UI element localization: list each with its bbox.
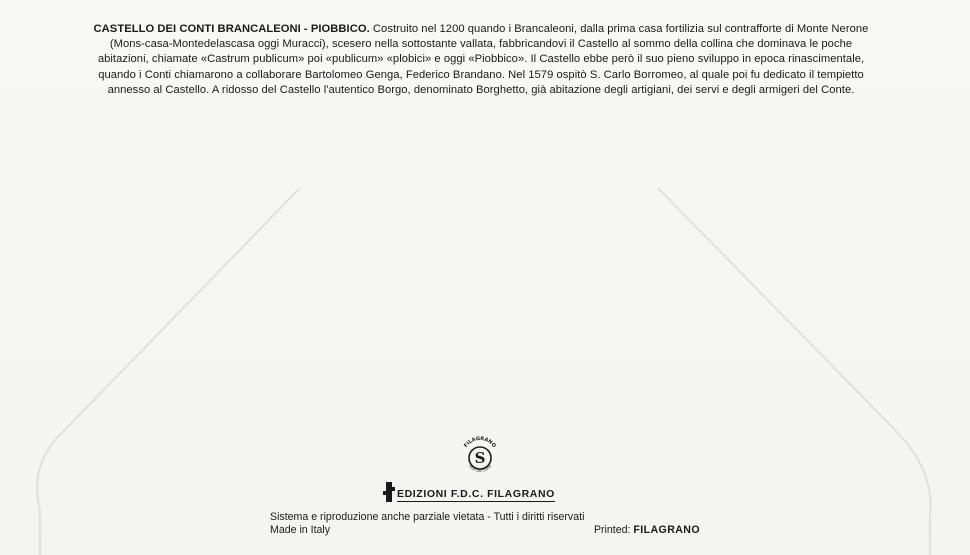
publisher-line [382,481,555,503]
publisher-name: EDIZIONI F.D.C. FILAGRANO [397,487,555,500]
rights-notice: Sistema e riproduzione anche parziale vietata - Tutti i diritti riservati [270,511,585,523]
filagrano-mark-icon [382,481,396,503]
made-in-label: Made in Italy [270,524,331,536]
seal-letter: S [474,449,486,467]
description-body: Costruito nel 1200 quando i Brancaleoni, dalla prima casa fortilizia sul contrafforte di Monte Nerone (Mons-casa-Montedelascasa oggi Muracci), scesero nella sottostante vallata, fabbricandovi il Castello al sommo della collina che dominava le poche abitazioni, chiamate «Castrum publicum» poi «publicum» «plobici» e oggi «Piobbico». Il Castello ebbe però il suo pieno sviluppo in epoca rinascimentale, quando i Conti chiamarono a collaborare Bartolomeo Genga, Federico Brandano. Nel 1579 ospitò S. Carlo Borromeo, al quale poi fu dedicato il tempietto annesso al Castello. A ridosso del Castello l'autentico Borgo, denominato Borghetto, già abitazione degli artigiani, dei servi e degli armigeri del Conte. [97,23,869,96]
printed-label: Printed: [593,524,631,536]
description-title: CASTELLO DEI CONTI BRANCALEONI - PIOBBICO. [93,23,370,35]
filagrano-seal-icon [456,432,504,480]
seal-bottom-text: FIRST DAY COVER [467,464,493,474]
printed-by [594,524,700,537]
rights-block [270,511,700,537]
seal-top-text: FILAGRANO [463,435,497,449]
castle-description [86,22,876,98]
printer-name: FILAGRANO [633,524,700,536]
